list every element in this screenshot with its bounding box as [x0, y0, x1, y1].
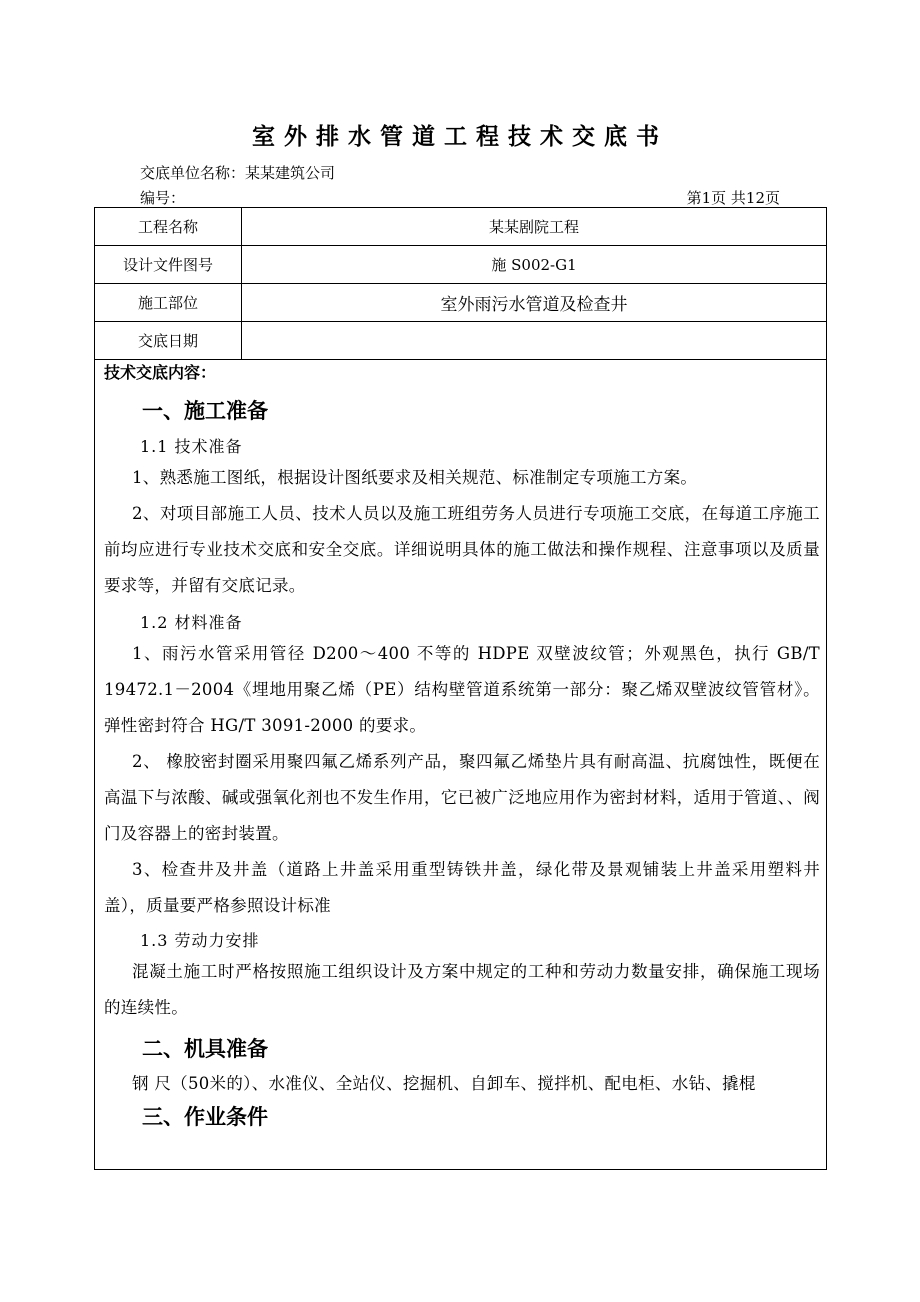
table-row	[95, 208, 827, 246]
disclosure-content-box	[94, 356, 827, 1170]
project-name-value: 某某剧院工程	[242, 208, 827, 246]
construction-part-value: 室外雨污水管道及检查井	[242, 284, 827, 322]
handover-date-value	[242, 322, 827, 360]
subsection-1-2-title: 1.2 材料准备	[140, 613, 243, 632]
table-row	[95, 284, 827, 322]
paragraph-2: 2、对项目部施工人员、技术人员以及施工班组劳务人员进行专项施工交底，在每道工序施工前均应进行专业技术交底和安全交底。详细说明具体的施工做法和操作规程、注意事项以及质量要求等，并留有交底记录。	[104, 504, 820, 595]
issuing-unit: 交底单位名称：某某建筑公司	[140, 164, 336, 182]
subsection-1-1-title: 1.1 技术准备	[140, 437, 243, 456]
handover-date-label: 交底日期	[95, 322, 242, 360]
content-lead: 技术交底内容：	[104, 363, 217, 382]
content-body	[104, 356, 820, 1132]
section-1-title: 一、施工准备	[142, 398, 268, 423]
section-3-title: 三、作业条件	[142, 1104, 268, 1129]
subsection-1-3-title: 1.3 劳动力安排	[140, 931, 260, 950]
project-info-table	[94, 207, 827, 360]
table-row	[95, 322, 827, 360]
document-title: 室外排水管道工程技术交底书	[252, 123, 668, 150]
paragraph-5: 3、检查井及井盖（道路上井盖采用重型铸铁井盖，绿化带及景观铺装上井盖采用塑料井盖），质量要严格参照设计标准	[104, 860, 820, 915]
section-2-title: 二、机具准备	[142, 1036, 268, 1061]
paragraph-3: 1、雨污水管采用管径 D200～400 不等的 HDPE 双壁波纹管；外观黑色，执行 GB/T 19472.1－2004《埋地用聚乙烯（PE）结构壁管道系统第一部分：聚乙烯双壁波纹管管材》。弹性密封符合 HG/T 3091-2000 的要求。	[104, 644, 820, 735]
paragraph-6: 混凝土施工时严格按照施工组织设计及方案中规定的工种和劳动力数量安排，确保施工现场的连续性。	[104, 962, 820, 1017]
construction-part-label: 施工部位	[95, 284, 242, 322]
project-name-label: 工程名称	[95, 208, 242, 246]
drawing-number-label: 设计文件图号	[95, 246, 242, 284]
paragraph-7: 钢 尺（50米的）、水准仪、全站仪、挖掘机、自卸车、搅拌机、配电柜、水钻、撬棍	[132, 1074, 756, 1093]
drawing-number-value: 施 S002-G1	[242, 246, 827, 284]
document-number: 编号：	[140, 189, 186, 207]
table-row	[95, 246, 827, 284]
paragraph-4: 2、 橡胶密封圈采用聚四氟乙烯系列产品，聚四氟乙烯垫片具有耐高温、抗腐蚀性，既便在高温下与浓酸、碱或强氧化剂也不发生作用，它已被广泛地应用作为密封材料，适用于管道、、阀门及容器上的密封装置。	[104, 752, 820, 843]
page-indicator: 第1页 共12页	[686, 189, 780, 207]
paragraph-1: 1、熟悉施工图纸，根据设计图纸要求及相关规范、标准制定专项施工方案。	[132, 468, 698, 487]
